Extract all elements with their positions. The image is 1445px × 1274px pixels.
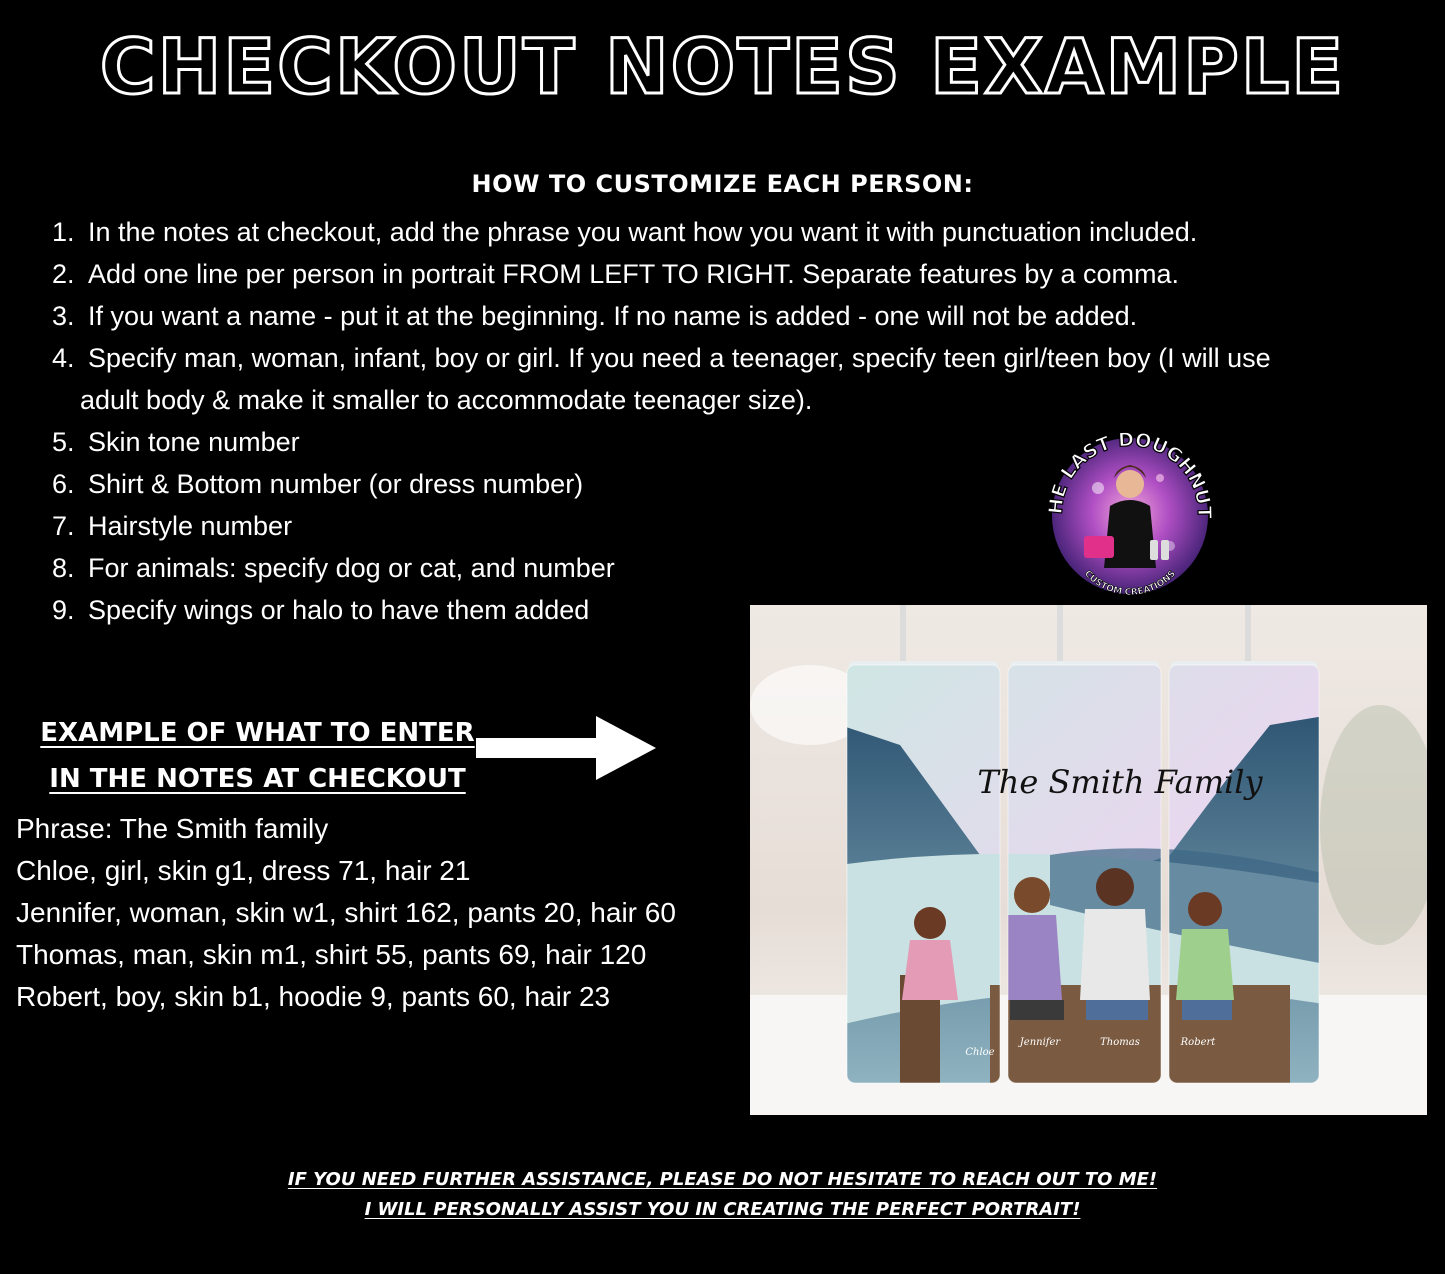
step-text: Hairstyle number xyxy=(88,511,293,541)
step-number: 5. xyxy=(52,427,75,457)
step-number: 2. xyxy=(52,259,75,289)
example-line: Thomas, man, skin m1, shirt 55, pants 69, hair 120 xyxy=(16,939,647,970)
footer-note xyxy=(0,1165,1445,1225)
step-number: 7. xyxy=(52,511,75,541)
logo-bottom-text: CUSTOM CREATIONS xyxy=(1082,568,1178,598)
tumbler-mockup-image xyxy=(750,605,1427,1115)
step-text: Add one line per person in portrait FROM LEFT TO RIGHT. Separate features by a comma. xyxy=(88,259,1179,289)
page-title: CHECKOUT NOTES EXAMPLE xyxy=(99,22,1346,111)
right-arrow-icon xyxy=(476,712,656,789)
step-text: In the notes at checkout, add the phrase you want how you want it with punctuation included. xyxy=(88,217,1198,247)
logo-top-text: HE LAST DOUGHNUT xyxy=(1044,428,1216,520)
step-item xyxy=(52,337,1422,421)
example-line: Phrase: The Smith family xyxy=(16,813,329,844)
example-heading xyxy=(40,710,475,802)
example-line: Jennifer, woman, skin w1, shirt 162, pants 20, hair 60 xyxy=(16,897,676,928)
step-text: Skin tone number xyxy=(88,427,300,457)
step-text: For animals: specify dog or cat, and number xyxy=(88,553,615,583)
step-number: 8. xyxy=(52,553,75,583)
step-number: 9. xyxy=(52,595,75,625)
step-number: 1. xyxy=(52,217,75,247)
footer-line1: IF YOU NEED FURTHER ASSISTANCE, PLEASE DO NOT HESITATE TO REACH OUT TO ME! xyxy=(287,1169,1158,1190)
step-number: 3. xyxy=(52,301,75,331)
brand-logo xyxy=(1040,418,1220,606)
tumbler-phrase: The Smith Family xyxy=(977,763,1263,801)
tumbler-name-label: Jennifer xyxy=(1019,1037,1061,1048)
step-item xyxy=(52,253,1422,295)
howto-heading: HOW TO CUSTOMIZE EACH PERSON: xyxy=(471,170,974,198)
step-number: 4. xyxy=(52,343,75,373)
tumbler-name-label: Robert xyxy=(1180,1037,1216,1048)
step-text: If you want a name - put it at the beginning. If no name is added - one will not be added. xyxy=(88,301,1138,331)
example-line: Robert, boy, skin b1, hoodie 9, pants 60, hair 23 xyxy=(16,981,611,1012)
step-text-continued: adult body & make it smaller to accommodate teenager size). xyxy=(80,385,813,415)
footer-line2: I WILL PERSONALLY ASSIST YOU IN CREATING THE PERFECT PORTRAIT! xyxy=(364,1199,1081,1220)
example-heading-line1: EXAMPLE OF WHAT TO ENTER xyxy=(40,718,475,748)
example-entry xyxy=(16,808,676,1018)
example-heading-line2: IN THE NOTES AT CHECKOUT xyxy=(49,764,466,794)
step-text: Shirt & Bottom number (or dress number) xyxy=(88,469,584,499)
step-item xyxy=(52,295,1422,337)
step-number: 6. xyxy=(52,469,75,499)
step-item xyxy=(52,211,1422,253)
tumbler-name-label: Chloe xyxy=(965,1047,995,1058)
step-text: Specify man, woman, infant, boy or girl. If you need a teenager, specify teen girl/teen boy (I will use xyxy=(88,343,1271,373)
example-line: Chloe, girl, skin g1, dress 71, hair 21 xyxy=(16,855,471,886)
tumbler-name-label: Thomas xyxy=(1100,1037,1140,1048)
step-text: Specify wings or halo to have them added xyxy=(88,595,590,625)
